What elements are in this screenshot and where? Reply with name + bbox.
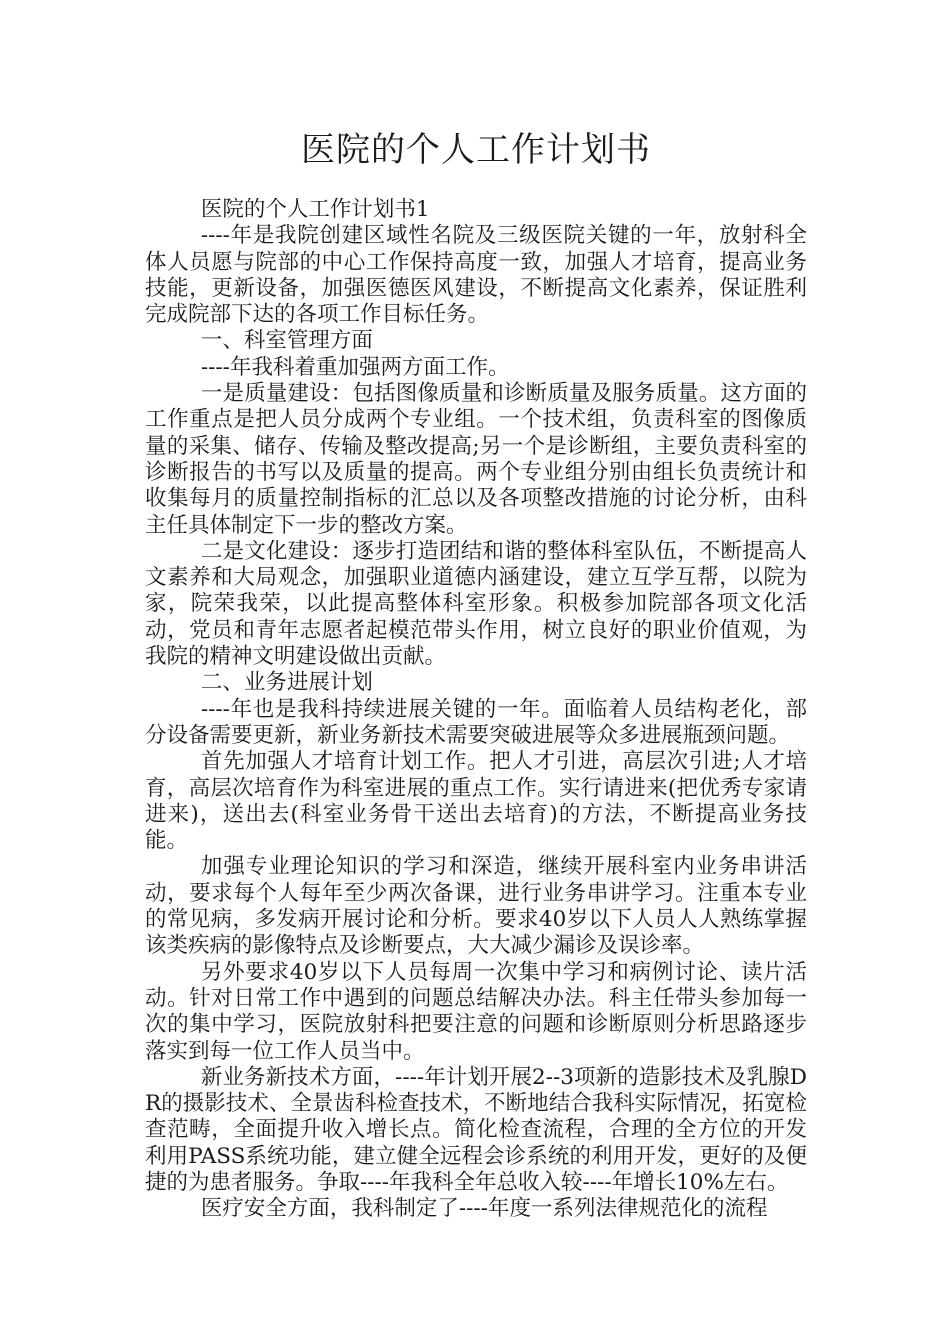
- paragraph-intro: ----年是我院创建区域性名院及三级医院关键的一年，放射科全体人员愿与院部的中心工作保持高度一致，加强人才培育，提高业务技能，更新设备，加强医德医风建设，不断提高文化素养，保证胜利完成院部下达的各项工作目标任务。: [145, 223, 807, 328]
- paragraph-quality: 一是质量建设：包括图像质量和诊断质量及服务质量。这方面的工作重点是把人员分成两个专业组。一个技术组，负责科室的图像质量的采集、储存、传输及整改提高;另一个是诊断组，主要负责科室的诊断报告的书写以及质量的提高。两个专业组分别由组长负责统计和收集每月的质量控制指标的汇总以及各项整改措施的讨论分析，由科主任具体制定下一步的整改方案。: [145, 381, 807, 538]
- document-body: [145, 197, 807, 1223]
- paragraph-study: 另外要求40岁以下人员每周一次集中学习和病例讨论、读片活动。针对日常工作中遇到的问题总结解决办法。科主任带头参加每一次的集中学习，医院放射科把要注意的问题和诊断原则分析思路逐步落实到每一位工作人员当中。: [145, 959, 807, 1064]
- section-heading-management: 一、科室管理方面: [200, 328, 373, 354]
- paragraph-subtitle: 医院的个人工作计划书1: [200, 197, 430, 222]
- paragraph-talent: 首先加强人才培育计划工作。把人才引进，高层次引进;人才培育，高层次培育作为科室进展的重点工作。实行请进来(把优秀专家请进来)，送出去(科室业务骨干送出去培育)的方法，不断提高业务技能。: [145, 749, 807, 854]
- paragraph-focus: ----年我科着重加强两方面工作。: [200, 354, 510, 380]
- paragraph-theory: 加强专业理论知识的学习和深造，继续开展科室内业务串讲活动，要求每个人每年至少两次备课，进行业务串讲学习。注重本专业的常见病，多发病开展讨论和分析。要求40岁以下人员人人熟练掌握该类疾病的影像特点及诊断要点，大大减少漏诊及误诊率。: [145, 854, 807, 959]
- document-page: [145, 125, 807, 1223]
- paragraph-development: ----年也是我科持续进展关键的一年。面临着人员结构老化，部分设备需要更新，新业务新技术需要突破进展等众多进展瓶颈问题。: [145, 696, 807, 748]
- document-title: 医院的个人工作计划书: [301, 130, 651, 170]
- paragraph-culture: 二是文化建设：逐步打造团结和谐的整体科室队伍，不断提高人文素养和大局观念，加强职业道德内涵建设，建立互学互帮，以院为家，院荣我荣，以此提高整体科室形象。积极参加院部各项文化活动，党员和青年志愿者起模范带头作用，树立良好的职业价值观，为我院的精神文明建设做出贡献。: [145, 538, 807, 670]
- paragraph-new-tech: 新业务新技术方面，----年计划开展2--3项新的造影技术及乳腺DR的摄影技术、全景齿科检查技术，不断地结合我科实际情况，拓宽检查范畴，全面提升收入增长点。简化检查流程，合理的全方位的开发利用PASS系统功能，建立健全远程会诊系统的利用开发，更好的及便捷的为患者服务。争取----年我科全年总收入较----年增长10%左右。: [145, 1064, 807, 1195]
- section-heading-development: 二、业务进展计划: [200, 670, 373, 696]
- paragraph-safety: 医疗安全方面，我科制定了----年度一系列法律规范化的流程: [200, 1196, 768, 1222]
